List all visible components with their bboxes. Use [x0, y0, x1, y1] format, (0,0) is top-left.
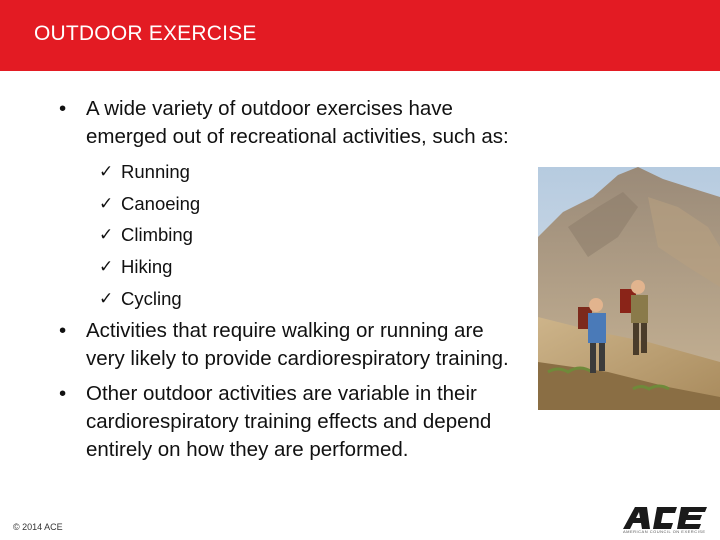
copyright-notice: © 2014 ACE: [13, 522, 63, 532]
bullet-dot: •: [59, 319, 67, 342]
hikers-photo: [538, 167, 720, 410]
bullet-3-line-2: cardiorespiratory training effects and depend: [86, 410, 492, 433]
activity-label: Hiking: [121, 256, 173, 277]
activity-item-canoeing: [99, 192, 201, 216]
activity-label: Cycling: [121, 288, 182, 309]
activity-label: Canoeing: [121, 193, 201, 214]
logo-tagline: AMERICAN COUNCIL ON EXERCISE: [623, 529, 706, 534]
activity-item-climbing: [99, 223, 193, 247]
bullet-1-line-1: A wide variety of outdoor exercises have: [86, 97, 453, 120]
activity-label: Climbing: [121, 224, 193, 245]
bullet-1: [59, 95, 509, 151]
bullet-2-line-1: Activities that require walking or running are: [86, 319, 484, 342]
bullet-2: [59, 317, 509, 373]
ace-logo: [619, 504, 713, 540]
check-icon: ✓: [99, 225, 114, 245]
check-icon: ✓: [99, 289, 114, 309]
activity-item-cycling: [99, 287, 182, 311]
bullet-3-line-1: Other outdoor activities are variable in their: [86, 382, 477, 405]
slide-title: OUTDOOR EXERCISE: [34, 22, 257, 45]
bullet-2-line-2: very likely to provide cardiorespiratory training.: [86, 347, 509, 370]
bullet-3-line-3: entirely on how they are performed.: [86, 438, 409, 461]
activity-item-running: [99, 160, 190, 184]
check-icon: ✓: [99, 162, 114, 182]
bullet-1-line-2: emerged out of recreational activities, such as:: [86, 125, 509, 148]
bullet-dot: •: [59, 382, 67, 405]
bullet-dot: •: [59, 97, 67, 120]
check-icon: ✓: [99, 257, 114, 277]
ace-logo-mark: [619, 504, 713, 530]
activity-item-hiking: [99, 255, 173, 279]
bullet-3: [59, 380, 492, 464]
hikers-photo-illustration: [538, 167, 720, 410]
activity-label: Running: [121, 161, 190, 182]
check-icon: ✓: [99, 194, 114, 214]
